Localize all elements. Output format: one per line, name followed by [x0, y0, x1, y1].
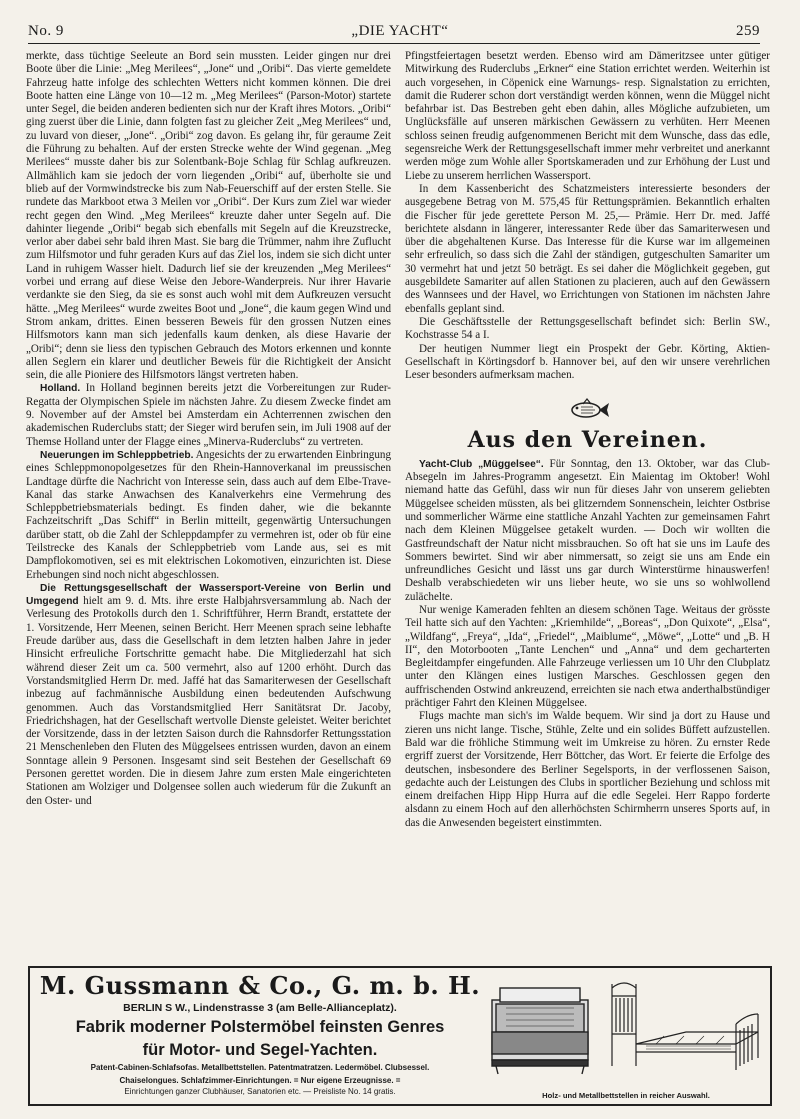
advertisement [28, 966, 772, 1106]
ad-caption: Holz- und Metallbettstellen in reicher Auswahl. [542, 1091, 710, 1100]
paragraph-text: Für Sonntag, den 13. Oktober, war das Club-Absegeln im Jahres-Programm angesetzt. Ein Maientag im Oktober! Wohl niemand hatte das Gefühl, dass wir nun für dieses Jahr von unserem geliebten Müggelsee scheiden müssten, als bei glitzerndem Sonnenschein, leichter Ostbrise und sommerlicher Wärme eine stattliche Anzahl Yachten zur gemeinsamen Fahrt nach dem Kleinen Müggelsee getakelt wurden. — Doch wir wollten die Gastfreundschaft der Natur nicht missbrauchen. So oft hat sie uns im Laufe des Sommers bewirtet. Sind wir aber nimmersatt, so zeigt sie uns am Ende ein unfreundliches Gesicht und lässt uns gar durch Winterstürme hinauswerfen! Deshalb verabschiedeten wir uns lieber heute, wo sie uns so wohlwollend zulächelte. [405, 457, 770, 603]
paragraph [26, 382, 391, 448]
paragraph-text: hielt am 9. d. Mts. ihre erste Halbjahrsversammlung ab. Nach der Verlesung des Protokolls durch den 1. Schriftführer, Herrn Brandt, erstattete der 1. Vorsitzende, Herr Meenen, seinen Bericht. Herr Meenen sprach seine lebhafte Freude darüber aus, dass die Gesellschaft in dem letzten halben Jahre in jeder Hinsicht erfreuliche Fortschritte gemacht habe. Die Mitgliederzahl hat sich während dieser Zeit um ca. 500 vermehrt, also auf 1200 erhöht. Durch das Vorstandsmitglied Herrn Dr. med. Jaffé hat das Samariterwesen der Gesellschaft inbezug auf fachmännische Ausbildung einen bedeutenden Aufschwung genommen. Auch das Vorstandsmitglied Herr Sanitätsrat Dr. Jacoby, Friedrichshagen, hat der Gesellschaft wertvolle Dienste geleistet. Weiter berichtet der Vorsitzende, dass in der letzten Saison durch die Rahnsdorfer Rettungsstation 21 Menschenleben den Fluten des Müggelsees entrissen wurden, davon an einem Sonntage allein 9 Personen. Insgesamt sind seit Bestehen der Gesellschaft 69 Personen gerettet worden. Die in diesem Jahre zum ersten Male eingerichteten Stationen am Wolziger und Dolgensee sollen auch wiederum für die Zukunft an den Oster- und [26, 595, 391, 807]
paragraph [405, 316, 770, 343]
paragraph-text: merkte, dass tüchtige Seeleute an Bord sein mussten. Leider gingen nur drei Boote über die Linie: „Meg Merilees“, „Jone“ und „Oribi“. Das vierte gemeldete Fahrzeug hatte infolge des schlechten Wetters nicht kommen können. Die drei Boote hatten eine Länge von 10—12 m. „Meg Merilees“ (Parson-Motor) startete unter Segel, die beiden anderen bedienten sich nur der Kraft ihres Motors. „Oribi“ ging zuerst über die Linie, dann folgten fast zu gleicher Zeit „Meg Merilees“ und, zu luvard von dieser, „Jone“. „Oribi“ zog davon. Es gelang ihr, für geraume Zeit die Führung zu behalten. Auf der ersten Strecke wehte der Wind gegenan. „Meg Merilees“ musste daher bis zur Solentbank-Boje Schlag für Schlag aufkreuzen. Allmählich kam sie jedoch der vorn liegenden „Oribi“ auf, überholte sie und blieb auf der Vormwindstrecke bis zum Nab-Feuerschiff auf der ersten Stelle. Sie rundete das Markboot etwa 3 Meilen vor „Oribi“. Der Kurs zum Ziel war wieder recht gegen den Wind. „Meg Merilees“ kreuzte daher unter Segeln auf. Die dahinter liegende „Oribi“ begab sich ebenfalls mit Segeln auf die Kreuzstrecke, verlor aber dabei sehr bald ihren Mast. Sie barg die Trümmer, nahm ihre Zuflucht zum Hilfsmotor und fuhr geraden Kurs auf das Ziel los, indem sie sich dicht unter Land in ruhigem Wasser hielt. Dadurch lief sie der kreuzenden „Meg Merilees“ vorbei und errang auf diese Weise den Jebore-Wanderpreis. Nur ihrer Havarie verdankte sie den Sieg, da sie es sonst auch wohl mit dem Aufkreuzen versucht hätte. „Meg Merilees“ wurde zweites Boot und „Jone“, die kaum gegen Wind und Strom ankam, drittes. Einen besseren Beweis für den grossen Nutzen eines Hilfsmotors kann man sich jedenfalls kaum denken, als diese Havarie der „Oribi“; denn sie liess den typischen Gebrauch des Motors erkennen und konnte allen Seglern ein klarer und deutlicher Beweis für die Richtigkeit der Ansicht sein, die alle Pioniere des Hilfsmotors längst vertreten haben. [26, 50, 391, 382]
paragraph [405, 604, 770, 710]
paragraph-text: Nur wenige Kameraden fehlten an diesem schönen Tage. Weitaus der grösste Teil hatte sich auf den Yachten: „Kriemhilde“, „Boreas“, „Don Quixote“, „Elsa“, „Wildfang“, „Freya“, „Ida“, „Friedel“, „Maiblume“, „Möwe“, „Lotte“ und „B. H II“, den Motorbooten „Tante Lenchen“ und „Anna“ und dem gecharterten Begleitdampfer eingefunden. Alle Fahrzeuge verliessen um 10 Uhr den Clubplatz unter den Klängen eines lustigen Marsches. Geschlossen gegen den auffrischenden Ostwind ankreuzend, erreichten sie nach etwa anderthalbstündiger prächtiger Fahrt den Kleinen Müggelsee. [405, 603, 770, 710]
ad-company-name: M. Gussmann & Co., G. m. b. H. [39, 971, 481, 1000]
paragraph-text: In Holland beginnen bereits jetzt die Vorbereitungen zur Ruder-Regatta der Olympischen Spiele im nächsten Jahre. Zu diesem Zwecke findet am 9. November auf der Amstel bei Amsterdam ein Achterrennen zwischen den akademischen Ruderclubs statt; der Sieger wird berufen sein, im Juli 1908 auf der Themse Holland unter der Flagge eines „Minerva-Ruderclubs“ zu vertreten. [26, 382, 391, 448]
paragraph [26, 449, 391, 582]
ad-line-1: Patent-Cabinen-Schlafsofas. Metallbettstellen. Patentmatratzen. Ledermöbel. Clubsessel. [90, 1063, 430, 1072]
paragraph-text: Pfingstfeiertagen besetzt werden. Ebenso wird am Dämeritzsee unter gütiger Mitwirkung des Ruderclubs „Erkner“ eine Station errichtet werden. Weiterhin ist auch vorgesehen, in Cöpenick eine Warnungs- resp. Signalstation zu errichten, damit die Ruderer schon dort verständigt werden können, wenn die Müggel nicht befahrbar ist. Das Bestreben geht eben dahin, alles Mögliche aufzubieten, um Unglücksfälle auf unseren märkischen Gewässern zu verhüten. Herr Meenen schloss seinen freudig aufgenommenen Bericht mit dem Wunsche, dass das edle, segensreiche Werk der Rettungsgesellschaft immer mehr verbreitet und anerkannt werden möge zum Wohle aller Sportskameraden und zur Erhöhung der Lust und Liebe zu unserem herrlichen Wassersport. [405, 50, 770, 182]
paragraph [405, 710, 770, 830]
ad-illustration [486, 974, 766, 1102]
paragraph-text: In dem Kassenbericht des Schatzmeisters interessierte besonders der ausgegebene Betrag von M. 575,45 für Rettungsprämien. Bekanntlich erhalten die Fischer für jede gerettete Person M. 25,— Prämie. Herr Dr. med. Jaffé berichtete alsdann in längerer, interessanter Rede über das Samariterwesen und über die abgehaltenen Kurse. Das Interesse für die Kurse war im allgemeinen sehr erfreulich, so dass sich die Zahl der ständigen, gutgeschulten Samariter um 30 vermehrt hat und jetzt 50 beträgt. Es sei daher die Möglichkeit gegeben, gut ausgebildete Samariter auf allen Stationen zu placieren, auch auf den Gewässern des Wannsees und der Havel, wo Errichtungen von Stationen im nächsten Jahre ebenfalls geplant sind. [405, 182, 770, 315]
paragraph [405, 343, 770, 383]
section-heading: Aus den Vereinen. [467, 427, 708, 454]
ad-headline-2: für Motor- und Segel-Yachten. [142, 1041, 378, 1059]
paragraph-lead: Yacht-Club „Müggelsee“. [419, 458, 544, 470]
paragraph-text: Der heutigen Nummer liegt ein Prospekt der Gebr. Körting, Aktien-Gesellschaft in Körtingsdorf b. Hannover bei, auf den wir unsere verehrlichen Leser besonders aufmerksam machen. [405, 342, 770, 382]
page-header [28, 14, 760, 40]
paragraph [26, 50, 391, 382]
right-column-top [405, 50, 770, 382]
paragraph-text: Flugs machte man sich's im Walde bequem. Wir sind ja dort zu Hause und zieren uns nicht lange. Tische, Stühle, Zelte und ein solides Büffett aufzustellen. Bald war die fröhliche Stimmung weit im Umkreise zu hören. Zu ernster Rede ergriff zuerst der Vorsitzende, Herr Böttcher, das Wort. Er feierte die Erfolge des deutschen, insbesondere des Berliner Segelsports, in der verflossenen Saison, gedachte auch der Leistungen des Clubs in sportlicher Beziehung und schloss mit einem dreifachen Hipp Hipp Hurra auf die edle Segelei. Herr Rappo forderte alsdann zu einem Hoch auf den allerhöchsten Schirmherrn unseres Sports auf, in das die Anwesenden begeistert einstimmten. [405, 710, 770, 829]
issue-number: No. 9 [28, 23, 64, 39]
page-number: 259 [735, 23, 760, 39]
paragraph [405, 458, 770, 604]
paragraph-text: Angesichts der zu erwartenden Einbringung eines Schleppmonopolgesetzes für den Rhein-Hannoverkanal im preussischen Landtage dürfte die Nachricht von Interesse sein, dass auch auf dem Elbe-Trave-Kanal das starke Anwachsen des Kanalverkehrs eine Vermehrung des Schleppbetriebsmaterials bedingt. Es finden daher, wie die bekannte Fachzeitschrift „Das Schiff“ in Berlin mitteilt, gegenwärtig Untersuchungen darüber statt, ob die Zahl der Schleppdampfer zu vermehren ist, oder ob für eine Teilstrecke des Kanals der Schleppbetrieb vom Lande aus, sei es mit Dampflokomotiven, sei es mit elektrischen Lokomotiven, einzurichten ist. Diese Erhebungen sind noch nicht abgeschlossen. [26, 448, 391, 581]
journal-title: „DIE YACHT“ [351, 23, 449, 39]
article-columns [26, 50, 770, 956]
paragraph-lead: Holland. [40, 383, 81, 395]
header-rule [28, 43, 760, 44]
right-column-bottom [405, 458, 770, 830]
ad-address: BERLIN S W., Lindenstrasse 3 (am Belle-Allianceplatz). [123, 1002, 397, 1014]
paragraph [405, 50, 770, 183]
fish-ornament-icon [565, 396, 611, 424]
ad-text-block [36, 972, 484, 1100]
right-column [405, 50, 770, 956]
paragraph-lead: Die Rettungsgesellschaft der Wassersport-Vereine von Berlin und Umgegend [26, 582, 391, 608]
ad-line-3: Einrichtungen ganzer Clubhäuser, Sanatorien etc. — Preisliste No. 14 gratis. [124, 1087, 396, 1096]
furniture-illustration-icon [486, 974, 766, 1086]
paragraph [26, 582, 391, 808]
ad-headline-1: Fabrik moderner Polstermöbel feinsten Genres [75, 1018, 445, 1036]
paragraph-text: Die Geschäftsstelle der Rettungsgesellschaft befindet sich: Berlin SW., Kochstrasse 54 a I. [405, 315, 770, 342]
ad-line-2: Chaiselongues. Schlafzimmer-Einrichtungen. = Nur eigene Erzeugnisse. = [119, 1076, 401, 1085]
paragraph [405, 183, 770, 316]
paragraph-lead: Neuerungen im Schleppbetrieb. [40, 449, 194, 461]
left-column [26, 50, 391, 956]
